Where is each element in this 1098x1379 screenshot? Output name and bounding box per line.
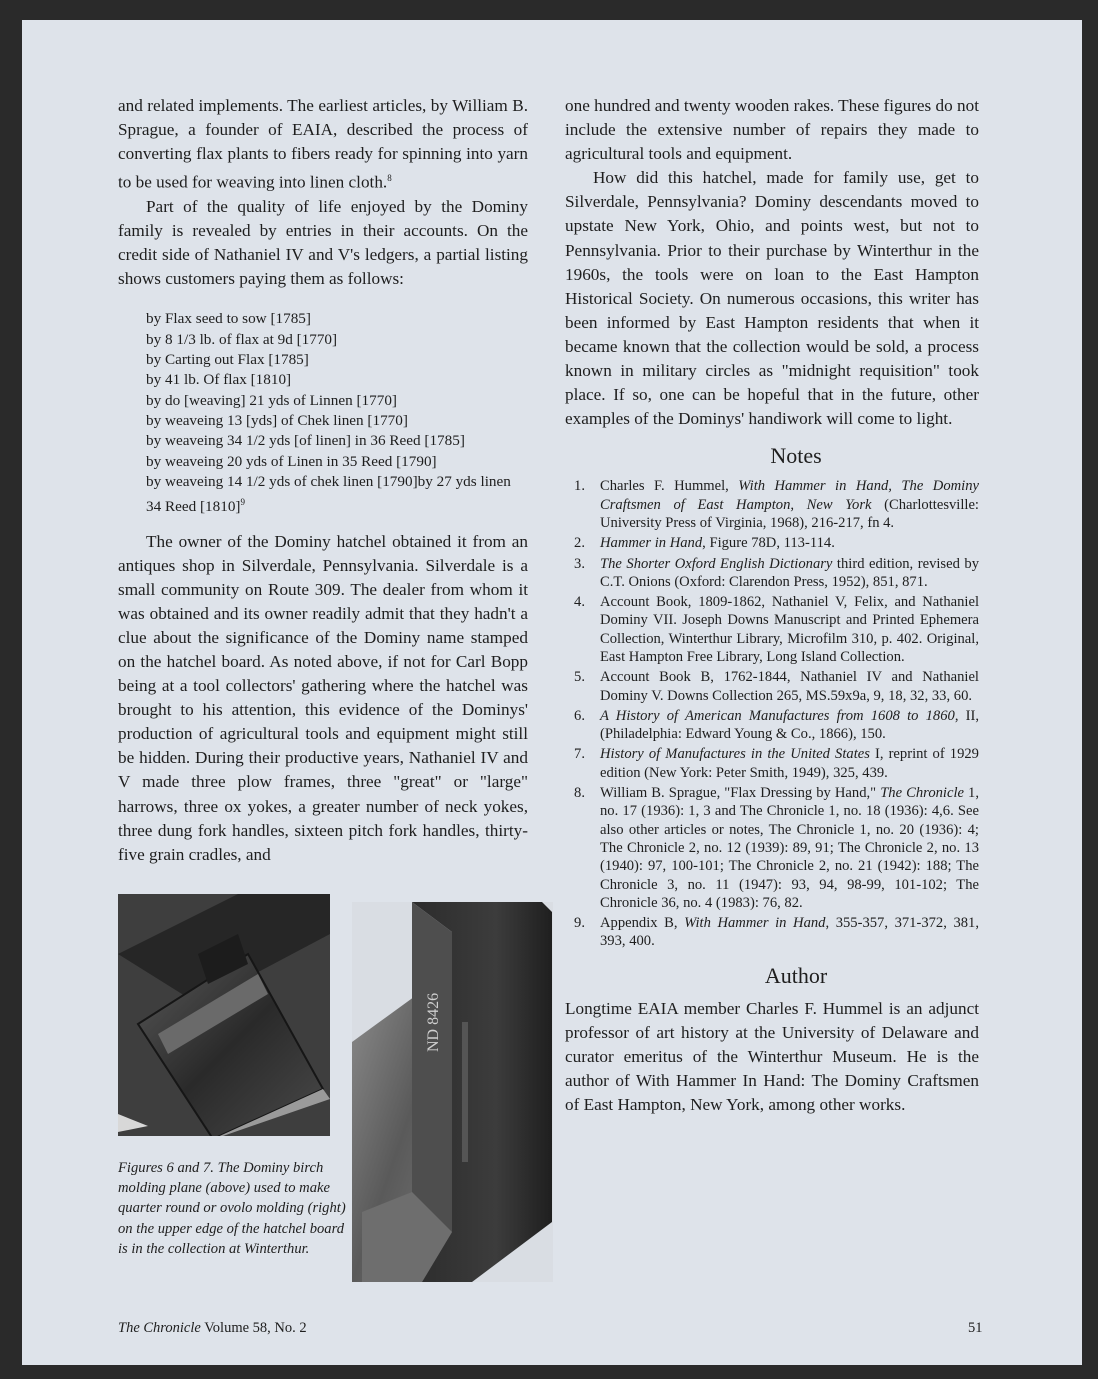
hatchel-board-photo: [352, 902, 553, 1282]
figure-caption: Figures 6 and 7. The Dominy birch molding plane (above) used to make quarter round or ovolo molding (right) on the upper edge of the hatchel board is in the collection at Winterthur.: [118, 1160, 346, 1257]
author-heading: Author: [764, 962, 828, 988]
ledger-entry: by 8 1/3 lb. of flax at 9d [1770]: [146, 330, 338, 348]
page-number: 51: [968, 1320, 983, 1336]
note-item: 5. Account Book B, 1762-1844, Nathaniel IV and Nathaniel Dominy V. Downs Collection 265, MS.59x9a, 9, 18, 32, 33, 60.: [574, 669, 979, 704]
molding-plane-photo: [118, 894, 330, 1136]
note-item: 1. Charles F. Hummel, With Hammer in Hand, The Dominy Craftsmen of East Hampton, New York (Charlottesville: University Press of Virginia, 1968), 216-217, fn 4.: [574, 478, 979, 531]
footnote-ref-8: 8: [387, 173, 392, 184]
author-bio: Longtime EAIA member Charles F. Hummel is an adjunct professor of art history at the University of Delaware and curator emeritus of the Winterthur Museum. He is the author of With Hammer In Hand: The Dominy Craftsmen of East Hampton, New York, among other works.: [565, 998, 979, 1115]
note-item: 8. William B. Sprague, "Flax Dressing by Hand," The Chronicle 1, no. 17 (1936): 1, 3 and The Chronicle 1, no. 18 (1936): 4,6. See also other articles or notes, The Chronicle 1, no. 20 (1936): 4; The Chronicle 2, no. 12 (1939): 89, 91; The Chronicle 2, no. 13 (1940): 97, 100-101; The Chronicle 2, no. 21 (1942): 188; The Chronicle 3, no. 11 (1947): 93, 94, 98-99, 101-102; The Chronicle 36, no. 4 (1983): 76, 82.: [574, 785, 979, 911]
paragraph-4: one hundred and twenty wooden rakes. These figures do not include the extensive number of repairs they made to agricultural tools and equipment.: [565, 96, 979, 164]
paragraph-2: Part of the quality of life enjoyed by the Dominy family is revealed by entries in their accounts. On the credit side of Nathaniel IV and V's ledgers, a partial listing shows customers paying them as follows:: [118, 197, 528, 289]
paragraph-1: and related implements. The earliest articles, by William B. Sprague, a founder of EAIA, described the process of converting flax plants to fibers ready for spinning into yarn to be used for weaving into linen cloth.$^8$: [118, 96, 528, 193]
ledger-entry: by weaveing 13 [yds] of Chek linen [1770]: [146, 411, 408, 429]
left-column: [118, 94, 528, 867]
note-item: 9. Appendix B, With Hammer in Hand, 355-357, 371-372, 381, 393, 400.: [574, 915, 979, 950]
ledger-entry: by weaveing 14 1/2 yds of chek linen [1790]by 27 yds linen 34 Reed $[1810]^9$: [146, 472, 511, 516]
ledger-entry: by weaveing 20 yds of Linen in 35 Reed [1790]: [146, 452, 437, 470]
notes-list: [565, 477, 979, 950]
footnote-ref-9: 9: [240, 497, 245, 508]
ledger-entry: by weaveing 34 1/2 yds [of linen] in 36 Reed [1785]: [146, 432, 465, 450]
note-item: 4. Account Book, 1809-1862, Nathaniel V, Felix, and Nathaniel Dominy VII. Joseph Downs Manuscript and Printed Ephemera Collection, Winterthur Library, Microfilm 310, p. 402. Original, East Hampton Free Library, Long Island Collection.: [574, 594, 979, 665]
stamp-text: ND 8426: [425, 992, 442, 1052]
page: [22, 20, 1082, 1365]
note-item: 7. History of Manufactures in the United States I, reprint of 1929 edition (New York: Peter Smith, 1949), 325, 439.: [574, 746, 979, 781]
ledger-list: [146, 309, 528, 517]
ledger-entry: by do [weaving] 21 yds of Linnen [1770]: [146, 391, 397, 409]
figure-6-7: [118, 894, 553, 1290]
note-item: 6. A History of American Manufactures from 1608 to 1860, II, (Philadelphia: Edward Young & Co., 1866), 150.: [574, 707, 979, 743]
paragraph-3: The owner of the Dominy hatchel obtained it from an antiques shop in Silverdale, Pennsylvania. Silverdale is a small community on Route 309. The dealer from whom it was obtained and its owner readily admit that they hadn't a clue about the significance of the Dominy name stamped on the hatchel board. As noted above, if not for Carl Bopp being at a tool collectors' gathering where the hatchel was brought to his attention, this evidence of the Dominys' production of agricultural tools and equipment might still be hidden. During their productive years, Nathaniel IV and V made three plow frames, three "great" or "large" harrows, three ox yokes, a greater number of neck yokes, three dung fork handles, sixteen pitch fork handles, thirty-five grain cradles, and: [118, 531, 528, 864]
ledger-entry: by 41 lb. Of flax [1810]: [146, 371, 292, 389]
right-column: [565, 94, 979, 1117]
footer-journal: The Chronicle Volume 58, No. 2: [118, 1320, 307, 1336]
note-item: 2. Hammer in Hand, Figure 78D, 113-114.: [574, 535, 835, 552]
note-item: 3. The Shorter Oxford English Dictionary third edition, revised by C.T. Onions (Oxford: Clarendon Press, 1952), 851, 871.: [574, 555, 979, 590]
ledger-entry: by Carting out Flax [1785]: [146, 351, 309, 369]
notes-heading: Notes: [770, 443, 822, 469]
paragraph-5: How did this hatchel, made for family use, get to Silverdale, Pennsylvania? Dominy descendants moved to upstate New York, Ohio, and points west, but not to Pennsylvania. Prior to their purchase by Winterthur in the 1960s, the tools were on loan to the East Hampton Historical Society. On numerous occasions, this writer has been informed by East Hampton residents that when it became known that the collection would be sold, a process known in military circles as "midnight requisition" took place. If so, one can be hopeful that in the future, other examples of the Dominys' handiwork will come to light.: [565, 168, 979, 429]
ledger-entry: by Flax seed to sow [1785]: [146, 310, 311, 328]
